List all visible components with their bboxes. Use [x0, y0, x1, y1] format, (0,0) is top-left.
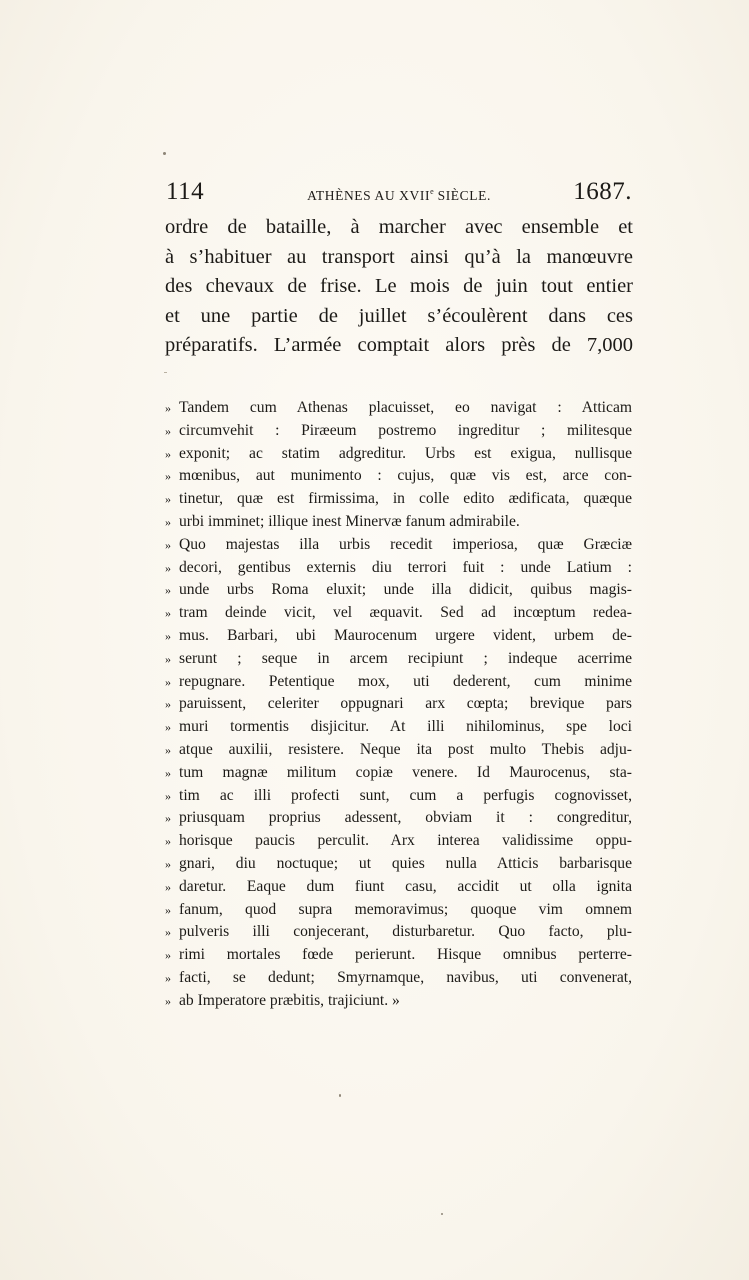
- quotation-text: serunt ; seque in arcem recipiunt ; indeque acerrime: [179, 649, 632, 667]
- quotation-mark: »: [165, 606, 171, 621]
- quotation-text: tum magnæ militum copiæ venere. Id Maurocenus, sta-: [179, 763, 632, 781]
- main-text-line: ordre de bataille, à marcher avec ensemble et: [165, 216, 633, 238]
- quotation-text: gnari, diu noctuque; ut quies nulla Atticis barbarisque: [179, 854, 632, 872]
- quotation-line: [165, 397, 632, 420]
- quotation-mark: »: [165, 948, 171, 963]
- quotation-mark: »: [165, 902, 171, 917]
- quotation-text: muri tormentis disjicitur. At illi nihilominus, spe loci: [179, 718, 632, 736]
- quotation-mark: »: [165, 560, 171, 575]
- quotation-text: rimi mortales fœde perierunt. Hisque omnibus perterre-: [179, 946, 632, 964]
- quotation-line: [165, 443, 632, 466]
- quotation-line: [165, 693, 632, 716]
- quotation-text: fanum, quod supra memoravimus; quoque vim omnem: [179, 900, 632, 918]
- quotation-text: facti, se dedunt; Smyrnamque, navibus, uti convenerat,: [179, 968, 632, 986]
- year-heading: 1687.: [573, 178, 632, 205]
- quotation-mark: »: [165, 788, 171, 803]
- running-title-main: ATHÈNES AU XVII: [307, 188, 431, 203]
- quotation-mark: »: [165, 970, 171, 985]
- quotation-mark: »: [165, 834, 171, 849]
- quotation-text: exponit; ac statim adgreditur. Urbs est exigua, nullisque: [179, 444, 632, 462]
- quotation-mark: »: [165, 628, 171, 643]
- quotation-mark: »: [165, 697, 171, 712]
- running-title-suffix: SIÈCLE.: [433, 188, 491, 203]
- running-title: [166, 187, 632, 204]
- main-text-line: des chevaux de frise. Le mois de juin tout entier: [165, 275, 633, 298]
- quotation-mark: »: [165, 401, 171, 415]
- quotation-mark: »: [165, 879, 171, 894]
- quotation-text: mus. Barbari, ubi Maurocenum urgere vident, urbem de-: [179, 626, 632, 644]
- quotation-line: [165, 534, 632, 557]
- quotation-line: [165, 853, 632, 876]
- quotation-mark: »: [165, 651, 171, 666]
- quotation-line: [165, 465, 632, 488]
- quotation-line: [165, 990, 632, 1013]
- quotation-mark: »: [165, 446, 171, 461]
- quotation-text: daretur. Eaque dum fiunt casu, accidit ut olla ignita: [179, 877, 632, 895]
- quotation-mark: »: [165, 856, 171, 871]
- quotation-mark: »: [165, 811, 171, 826]
- quotation-mark: »: [165, 720, 171, 735]
- quotation-text: ab Imperatore præbitis, trajiciunt. »: [179, 991, 400, 1009]
- paper-speck: [339, 1094, 341, 1097]
- quotation-text: pulveris illi conjecerant, disturbaretur. Quo facto, plu-: [179, 923, 632, 941]
- quotation-mark: »: [165, 423, 171, 438]
- quotation-line: [165, 716, 632, 739]
- quotation-mark: »: [165, 514, 171, 529]
- paper-speck: [163, 152, 166, 155]
- quotation-text: repugnare. Petentique mox, uti dederent, cum minime: [179, 672, 632, 690]
- quotation-text: urbi imminet; illique inest Minervæ fanum admirabile.: [179, 512, 520, 530]
- quotation-line: [165, 579, 632, 602]
- quotation-text: Tandem cum Athenas placuisset, eo navigat : Atticam: [179, 399, 632, 416]
- quotation-text: decori, gentibus externis diu terrori fuit : unde Latium :: [179, 558, 632, 576]
- quotation-mark: »: [165, 925, 171, 940]
- quotation-text: paruissent, celeriter oppugnari arx cœpta; brevique pars: [179, 695, 632, 713]
- quotation-line: [165, 420, 632, 443]
- divider-mark: [164, 372, 167, 373]
- quotation-text: unde urbs Roma eluxit; unde illa didicit, quibus magis-: [179, 581, 632, 599]
- quotation-line: [165, 511, 632, 534]
- quotation-line: [165, 807, 632, 830]
- quotation-text: tim ac illi profecti sunt, cum a perfugis cognovisset,: [179, 786, 632, 804]
- quotation-line: [165, 671, 632, 694]
- quotation-line: [165, 488, 632, 511]
- quotation-mark: »: [165, 742, 171, 757]
- latin-quotation: [165, 397, 632, 1013]
- quotation-text: priusquam proprius adessent, obviam it : congreditur,: [179, 809, 632, 827]
- quotation-mark: »: [165, 583, 171, 598]
- running-head: [166, 178, 632, 212]
- main-text-line: à s’habituer au transport ainsi qu’à la manœuvre: [165, 245, 633, 268]
- quotation-mark: »: [165, 469, 171, 484]
- quotation-text: Quo majestas illa urbis recedit imperiosa, quæ Græciæ: [179, 535, 632, 553]
- quotation-line: [165, 602, 632, 625]
- page-number: 114: [166, 178, 205, 205]
- quotation-mark: »: [165, 765, 171, 780]
- quotation-line: [165, 944, 632, 967]
- running-title-superscript: e: [430, 187, 434, 196]
- quotation-text: mœnibus, aut munimento : cujus, quæ vis est, arce con-: [179, 467, 632, 485]
- quotation-line: [165, 921, 632, 944]
- quotation-text: circumvehit : Piræeum postremo ingreditur ; militesque: [179, 421, 632, 439]
- quotation-line: [165, 967, 632, 990]
- quotation-line: [165, 648, 632, 671]
- quotation-line: [165, 876, 632, 899]
- quotation-line: [165, 625, 632, 648]
- quotation-mark: »: [165, 537, 171, 552]
- quotation-text: horisque paucis perculit. Arx interea validissime oppu-: [179, 832, 632, 850]
- quotation-mark: »: [165, 492, 171, 507]
- quotation-text: tinetur, quæ est firmissima, in colle edito ædificata, quæque: [179, 490, 632, 508]
- quotation-mark: »: [165, 674, 171, 689]
- quotation-line: [165, 899, 632, 922]
- quotation-mark: »: [165, 993, 171, 1008]
- paper-speck: [441, 1213, 443, 1215]
- main-text-block: [165, 213, 633, 361]
- quotation-text: atque auxilii, resistere. Neque ita post multo Thebis adju-: [179, 740, 632, 758]
- main-text-line: et une partie de juillet s’écoulèrent dans ces: [165, 304, 633, 327]
- quotation-text: tram deinde vicit, vel æquavit. Sed ad incœptum redea-: [179, 604, 632, 622]
- main-text-line: préparatifs. L’armée comptait alors près de 7,000: [165, 334, 633, 357]
- quotation-line: [165, 557, 632, 580]
- quotation-line: [165, 830, 632, 853]
- quotation-line: [165, 762, 632, 785]
- quotation-line: [165, 739, 632, 762]
- quotation-line: [165, 785, 632, 808]
